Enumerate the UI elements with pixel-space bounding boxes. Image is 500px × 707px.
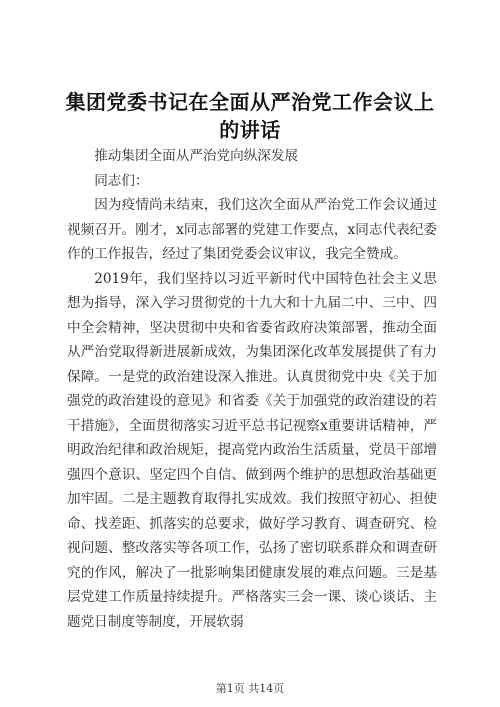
page-footer: 第1页 共14页 (215, 682, 285, 695)
document-body (67, 144, 437, 634)
salutation-paragraph: 同志们： (94, 172, 149, 189)
document-title: 集团党委书记在全面从严治党工作会议上的讲话 (65, 90, 435, 142)
subtitle-paragraph: 推动集团全面从严治党向纵深发展 (94, 148, 299, 164)
review-paragraph: 2019年，我们坚持以习近平新时代中国特色社会主义思想为指导，深入学习贯彻党的十九大和十九届二中、三中、四中全会精神，坚决贯彻中央和省委省政府决策部署，推动全面从严治党取得新进展新成效，为集团深化改革发展提供了有力保障。一是党的政治建设深入推进。认真贯彻党中央《关于加强党的政治建设的意见》和省委《关于加强党的政治建设的若干措施》，全面贯彻落实习近平总书记视察x重要讲话精神，严明政治纪律和政治规矩，提高党内政治生活质量，党员干部增强四个意识、坚定四个自信、做到两个维护的思想政治基础更加牢固。二是主题教育取得扎实成效。我们按照守初心、担使命、找差距、抓落实的总要求，做好学习教育、调查研究、检视问题、整改落实等各项工作，弘扬了密切联系群众和调查研究的作风，解决了一批影响集团健康发展的难点问题。三是基层党建工作质量持续提升。严格落实三会一课、谈心谈话、主题党日制度等制度，开展软弱 (67, 270, 437, 630)
intro-paragraph: 因为疫情尚未结束，我们这次全面从严治党工作会议通过视频召开。刚才，x同志部署的党建工作要点，x同志代表纪委作的工作报告，经过了集团党委会议审议，我完全赞成。 (67, 197, 437, 262)
